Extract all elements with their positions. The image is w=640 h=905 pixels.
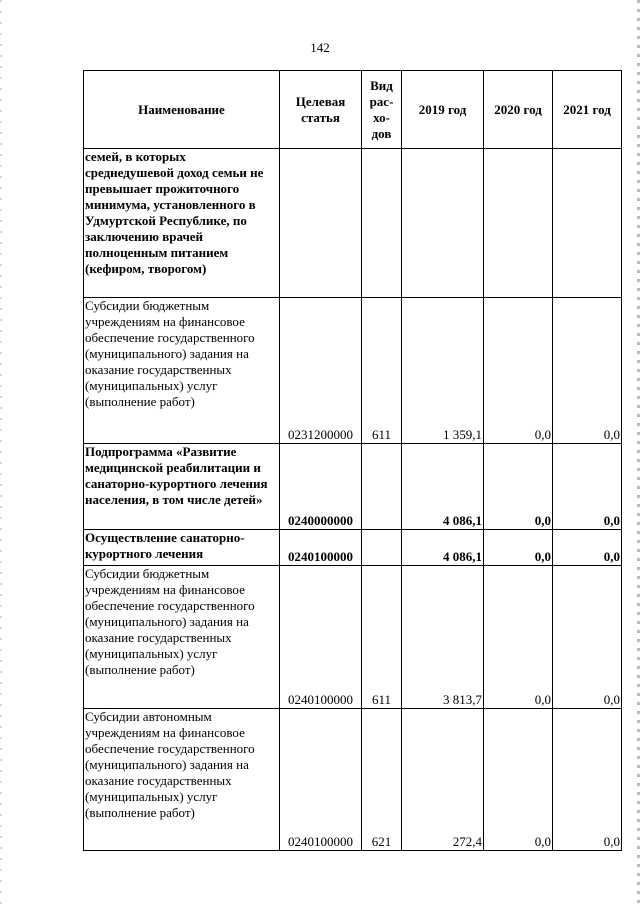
row-target-code: 0240000000 (280, 444, 362, 530)
row-2019: 3 813,7 (402, 566, 484, 709)
row-2020: 0,0 (484, 444, 553, 530)
table-header-row (84, 71, 622, 149)
row-2019: 4 086,1 (402, 530, 484, 566)
row-expense-type: 611 (362, 298, 402, 444)
row-name: Субсидии автономным учреждениям на финансовое обеспечение государственного (муниципального) задания на оказание государственных (муниципальных) услуг (выполнение работ) (84, 709, 280, 851)
row-2019: 1 359,1 (402, 298, 484, 444)
row-target-code: 0240100000 (280, 530, 362, 566)
row-target-code: 0240100000 (280, 709, 362, 851)
row-2020 (484, 149, 553, 298)
header-expense-type: Вид рас-хо-дов (362, 71, 402, 149)
row-2019: 4 086,1 (402, 444, 484, 530)
row-target-code: 0240100000 (280, 566, 362, 709)
row-2020: 0,0 (484, 709, 553, 851)
row-2021 (553, 149, 622, 298)
row-name: семей, в которых среднедушевой доход семьи не превышает прожиточного минимума, установленного в Удмуртской Республике, по заключению врачей полноценным питанием (кефиром, творогом) (84, 149, 280, 298)
row-name: Подпрограмма «Развитие медицинской реабилитации и санаторно-курортного лечения населения, в том числе детей» (84, 444, 280, 530)
table-row (84, 444, 622, 530)
row-2021: 0,0 (553, 298, 622, 444)
row-name: Субсидии бюджетным учреждениям на финансовое обеспечение государственного (муниципального) задания на оказание государственных (муниципальных) услуг (выполнение работ) (84, 298, 280, 444)
table-row (84, 566, 622, 709)
row-name: Осуществление санаторно-курортного лечения (84, 530, 280, 566)
row-expense-type: 621 (362, 709, 402, 851)
budget-table (83, 70, 622, 851)
row-expense-type (362, 444, 402, 530)
row-expense-type (362, 149, 402, 298)
scan-edge-marks-left (0, 0, 2, 905)
row-2020: 0,0 (484, 298, 553, 444)
row-2021: 0,0 (553, 530, 622, 566)
header-2019: 2019 год (402, 71, 484, 149)
page-number: 142 (310, 40, 330, 55)
row-2021: 0,0 (553, 709, 622, 851)
header-target-article: Целевая статья (280, 71, 362, 149)
header-2021: 2021 год (553, 71, 622, 149)
table-row (84, 709, 622, 851)
row-2019: 272,4 (402, 709, 484, 851)
row-2020: 0,0 (484, 530, 553, 566)
row-2021: 0,0 (553, 444, 622, 530)
header-name: Наименование (84, 71, 280, 149)
table-row (84, 298, 622, 444)
row-2019 (402, 149, 484, 298)
row-expense-type: 611 (362, 566, 402, 709)
row-target-code: 0231200000 (280, 298, 362, 444)
row-target-code (280, 149, 362, 298)
row-2020: 0,0 (484, 566, 553, 709)
row-name: Субсидии бюджетным учреждениям на финансовое обеспечение государственного (муниципального) задания на оказание государственных (муниципальных) услуг (выполнение работ) (84, 566, 280, 709)
row-expense-type (362, 530, 402, 566)
table-row (84, 530, 622, 566)
table-row (84, 149, 622, 298)
row-2021: 0,0 (553, 566, 622, 709)
header-2020: 2020 год (484, 71, 553, 149)
